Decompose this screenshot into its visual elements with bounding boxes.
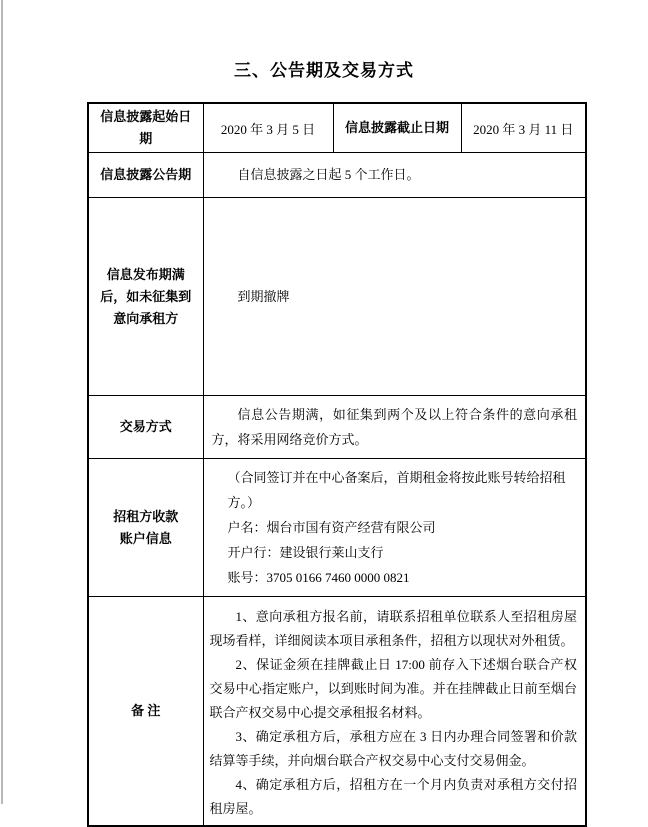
table-row bbox=[88, 396, 586, 459]
no-intent-tenant-value: 到期撤牌 bbox=[237, 288, 290, 304]
announcement-period-label: 信息披露公告期 bbox=[88, 153, 203, 198]
table-row bbox=[88, 597, 586, 827]
payee-account-label-line2: 账户信息 bbox=[119, 530, 172, 546]
transaction-method-value: 信息公告期满，如征集到两个及以上符合条件的意向承租方，将采用网络竞价方式。 bbox=[211, 407, 577, 447]
payee-account-name: 户名：烟台市国有资产经营有限公司 bbox=[227, 520, 436, 535]
no-intent-tenant-cell bbox=[203, 198, 586, 396]
disclosure-start-date-value: 2020 年 3 月 5 日 bbox=[203, 103, 333, 153]
announcement-period-value: 自信息披露之日起 5 个工作日。 bbox=[237, 167, 420, 182]
table-row bbox=[88, 153, 586, 198]
payee-account-label-line1: 招租方收款 bbox=[113, 508, 179, 524]
transaction-method-label: 交易方式 bbox=[88, 396, 203, 459]
transaction-method-cell bbox=[203, 396, 586, 459]
table-row bbox=[88, 198, 586, 396]
remark-item-2: 2、保证金须在挂牌截止日 17:00 前存入下述烟台联合产权交易中心指定账户，以到账时间为准。并在挂牌截止日前至烟台联合产权交易中心提交承租报名材料。 bbox=[209, 657, 577, 720]
remark-item-4: 4、确定承租方后，招租方在一个月内负责对承租方交付招租房屋。 bbox=[209, 777, 577, 816]
page-title: 三、公告期及交易方式 bbox=[234, 61, 414, 80]
payee-account-bank: 开户行：建设银行莱山支行 bbox=[227, 545, 384, 560]
disclosure-end-date-label: 信息披露截止日期 bbox=[333, 103, 461, 153]
announcement-period-cell bbox=[203, 153, 586, 198]
remarks-label: 备 注 bbox=[88, 597, 203, 827]
remarks-cell bbox=[203, 597, 586, 827]
page-left-edge bbox=[1, 0, 3, 804]
payee-account-label bbox=[88, 459, 203, 597]
table-row bbox=[88, 459, 586, 597]
disclosure-end-date-value: 2020 年 3 月 11 日 bbox=[461, 103, 586, 153]
remark-item-3: 3、确定承租方后，承租方应在 3 日内办理合同签署和价款结算等手续，并向烟台联合产权交易中心支付交易佣金。 bbox=[209, 729, 577, 768]
remark-item-1: 1、意向承租方报名前，请联系招租单位联系人至招租房屋现场看样，详细阅读本项目承租条件，招租方以现状对外租赁。 bbox=[209, 609, 577, 648]
payee-account-note: （合同签订并在中心备案后，首期租金将按此账号转给招租方。） bbox=[227, 470, 566, 510]
payee-account-cell bbox=[203, 459, 586, 597]
disclosure-start-date-label: 信息披露起始日期 bbox=[88, 103, 203, 153]
payee-account-number: 账号：3705 0166 7460 0000 0821 bbox=[227, 570, 410, 585]
table-row bbox=[88, 103, 586, 153]
no-intent-tenant-label: 信息发布期满后，如未征集到意向承租方 bbox=[88, 198, 203, 396]
announcement-table bbox=[87, 102, 587, 827]
